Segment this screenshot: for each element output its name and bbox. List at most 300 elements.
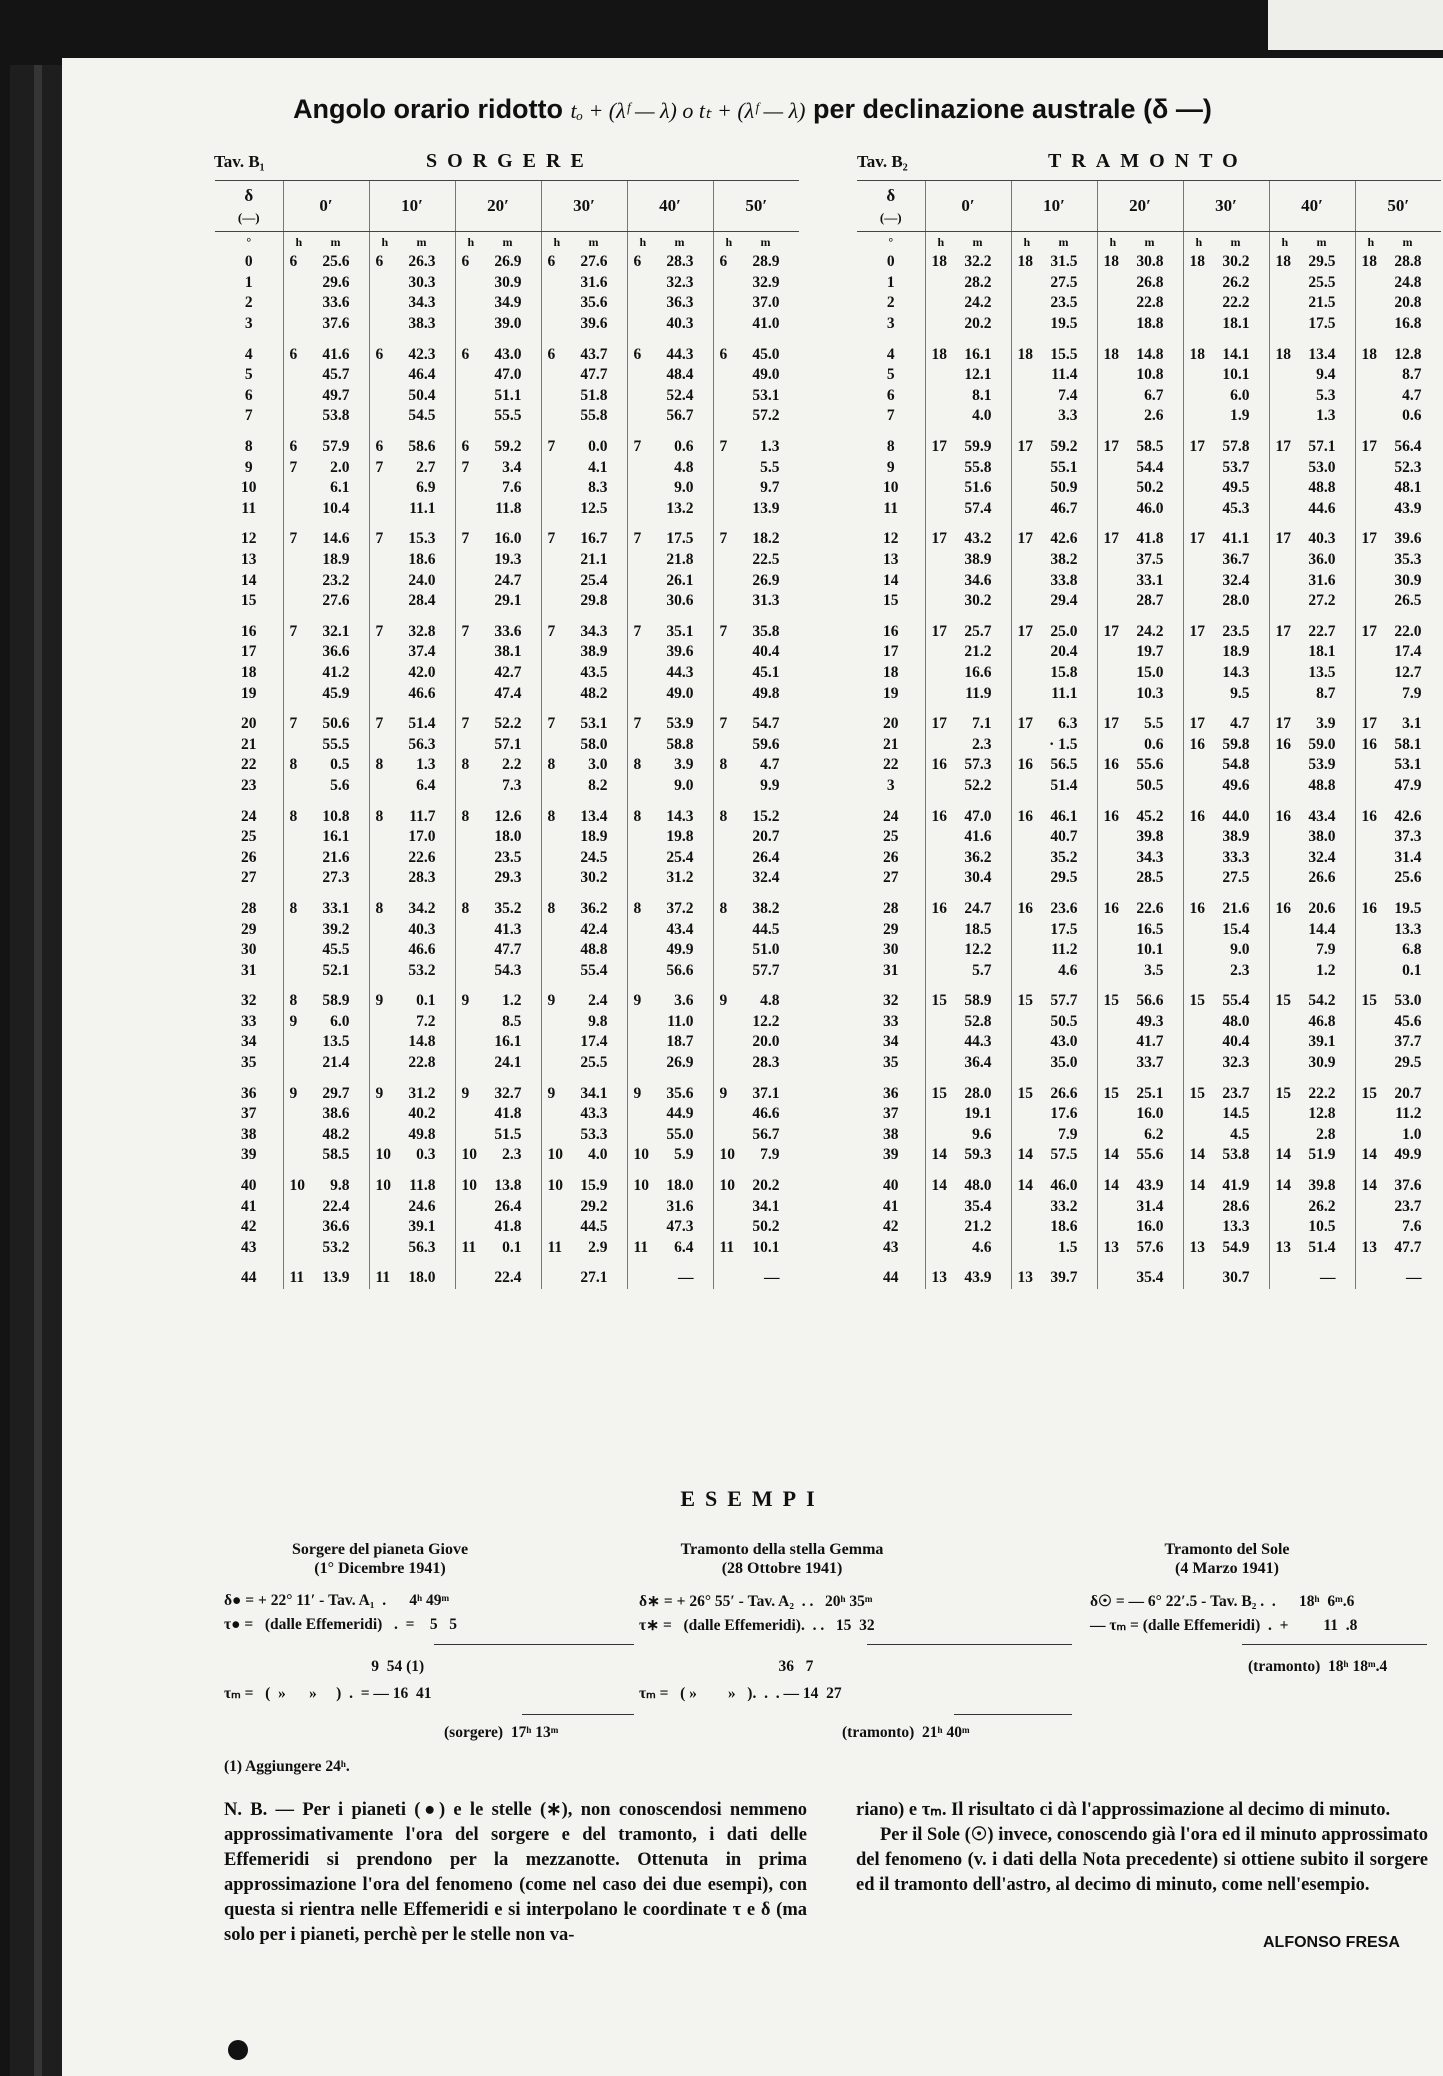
minutes-value: 53.2 (322, 1238, 350, 1256)
minutes-value: 53.8 (322, 407, 350, 425)
minutes-value: 38.9 (580, 643, 608, 661)
minutes-value: 8.7 (1316, 684, 1336, 702)
minutes-value: 37.3 (1394, 828, 1422, 846)
hours-value: 17 (1361, 622, 1377, 640)
minutes-value: 28.3 (408, 869, 436, 887)
minutes-value: 44.5 (752, 920, 780, 938)
minutes-value: 0.6 (674, 438, 694, 456)
minutes-value: 12.8 (1394, 345, 1422, 363)
value-cell (713, 1238, 799, 1259)
minutes-value: 12.7 (1394, 663, 1422, 681)
hours-value: 17 (1361, 715, 1377, 733)
minutes-value: 24.2 (964, 294, 992, 312)
value-cell (1183, 478, 1269, 499)
value-cell (1269, 550, 1355, 571)
unit-minutes: m (1402, 235, 1413, 249)
declination-cell: 18 (883, 663, 899, 681)
minutes-value: 47.7 (580, 366, 608, 384)
minutes-value: 53.9 (666, 715, 694, 733)
minutes-value: 0.6 (1144, 735, 1164, 753)
value-cell (455, 1166, 541, 1197)
hours-value: 18 (1017, 345, 1033, 363)
hours-value: 13 (1361, 1238, 1377, 1256)
value-cell (713, 642, 799, 663)
value-cell (455, 1125, 541, 1146)
minutes-value: 39.1 (408, 1218, 436, 1236)
value-cell (627, 570, 713, 591)
minutes-value: 40.3 (1308, 530, 1336, 548)
column-header: 30′ (1183, 181, 1269, 232)
value-cell (1355, 960, 1441, 981)
minutes-value: 41.8 (494, 1218, 522, 1236)
minutes-value: 38.3 (408, 315, 436, 333)
hours-value: 8 (547, 899, 556, 917)
unit-minutes: m (502, 235, 513, 249)
minutes-value: 32.4 (1222, 571, 1250, 589)
value-cell (1097, 314, 1183, 335)
value-cell (283, 334, 369, 365)
value-cell (1011, 1012, 1097, 1033)
value-cell (1097, 1258, 1183, 1289)
minutes-value: 5.5 (760, 458, 780, 476)
value-cell (627, 940, 713, 961)
minutes-value: 20.6 (1308, 899, 1336, 917)
value-cell (1097, 1125, 1183, 1146)
example3-result: (tramonto) 18ʰ 18ᵐ.4 (1248, 1658, 1388, 1675)
minutes-value: 51.0 (752, 941, 780, 959)
declination-cell: 42 (241, 1218, 257, 1236)
example2-result: (tramonto) 21ʰ 40ᵐ (842, 1724, 970, 1741)
table-row (215, 386, 799, 407)
minutes-value: 49.6 (1222, 776, 1250, 794)
hours-value: 18 (1017, 253, 1033, 271)
minutes-value: 52.1 (322, 961, 350, 979)
minutes-value: 22.0 (1394, 622, 1422, 640)
value-cell (369, 293, 455, 314)
minutes-value: 19.8 (666, 828, 694, 846)
value-cell (1269, 406, 1355, 427)
value-cell (541, 386, 627, 407)
minutes-value: 48.4 (666, 366, 694, 384)
minutes-value: 26.2 (1222, 273, 1250, 291)
value-cell (541, 683, 627, 704)
value-cell (1011, 683, 1097, 704)
value-cell (1183, 1145, 1269, 1166)
unit-hours: h (937, 235, 945, 249)
value-cell (925, 550, 1011, 571)
minutes-value: 37.6 (1394, 1177, 1422, 1195)
value-cell (1183, 919, 1269, 940)
value-cell (713, 1104, 799, 1125)
value-cell (627, 981, 713, 1012)
value-cell (1183, 755, 1269, 776)
minutes-value: 29.6 (322, 273, 350, 291)
value-cell (541, 1196, 627, 1217)
value-cell (369, 314, 455, 335)
minutes-value: 18.1 (1222, 315, 1250, 333)
declination-cell: 21 (883, 735, 899, 753)
hours-value: 6 (461, 253, 470, 271)
hours-value: 18 (931, 253, 947, 271)
value-cell (541, 1258, 627, 1289)
table-row (215, 273, 799, 294)
minutes-value: 51.4 (1308, 1238, 1336, 1256)
value-cell (1097, 612, 1183, 643)
hours-value: 10 (289, 1177, 305, 1195)
value-cell (1355, 293, 1441, 314)
document-page (62, 58, 1443, 2076)
hours-value: 11 (289, 1269, 305, 1287)
minutes-value: 54.8 (1222, 756, 1250, 774)
table-row (857, 1166, 1441, 1197)
value-cell (1097, 981, 1183, 1012)
column-header: 10′ (369, 181, 455, 232)
value-cell (283, 847, 369, 868)
hours-value: 7 (375, 622, 384, 640)
hours-value: 6 (547, 253, 556, 271)
value-cell (713, 1166, 799, 1197)
minutes-value: 20.8 (1394, 294, 1422, 312)
minutes-value: 35.1 (666, 622, 694, 640)
minutes-value: 20.7 (1394, 1084, 1422, 1102)
minutes-value: 33.6 (322, 294, 350, 312)
declination-cell: 37 (883, 1105, 899, 1123)
minutes-value: 18.9 (322, 551, 350, 569)
declination-cell: 30 (883, 941, 899, 959)
value-cell (455, 847, 541, 868)
value-cell (369, 776, 455, 797)
value-cell (1011, 734, 1097, 755)
hours-value: 13 (1017, 1269, 1033, 1287)
value-cell (369, 334, 455, 365)
minutes-value: 48.8 (1308, 776, 1336, 794)
minutes-value: 3.5 (1144, 961, 1164, 979)
minutes-value: 56.7 (752, 1125, 780, 1143)
value-cell (713, 734, 799, 755)
value-cell (455, 457, 541, 478)
value-cell (925, 1053, 1011, 1074)
value-cell (627, 960, 713, 981)
value-cell (1183, 386, 1269, 407)
value-cell (541, 406, 627, 427)
hours-value: 9 (289, 1084, 298, 1102)
minutes-value: 32.4 (752, 869, 780, 887)
value-cell (1183, 1125, 1269, 1146)
declination-cell: 41 (241, 1197, 257, 1215)
hours-value: 15 (1361, 992, 1377, 1010)
hours-value: 8 (289, 899, 298, 917)
minutes-value: 34.3 (580, 622, 608, 640)
value-cell (369, 755, 455, 776)
value-cell (1183, 663, 1269, 684)
unit-hours: h (1195, 235, 1203, 249)
minutes-value: 55.6 (1136, 1146, 1164, 1164)
value-cell (1269, 293, 1355, 314)
minutes-value: 50.5 (1050, 1012, 1078, 1030)
hours-value: 18 (1103, 253, 1119, 271)
value-cell (1011, 550, 1097, 571)
minutes-value: 12.8 (1308, 1105, 1336, 1123)
value-cell (283, 406, 369, 427)
value-cell (925, 868, 1011, 889)
minutes-value: 41.6 (322, 345, 350, 363)
declination-cell: 4 (886, 345, 895, 363)
minutes-value: 22.4 (322, 1197, 350, 1215)
value-cell (369, 427, 455, 458)
table-row (215, 960, 799, 981)
minutes-value: 49.9 (1394, 1146, 1422, 1164)
minutes-value: 15.2 (752, 807, 780, 825)
table-row (857, 1032, 1441, 1053)
minutes-value: 9.7 (760, 479, 780, 497)
minutes-value: 42.0 (408, 663, 436, 681)
minutes-value: 18.0 (494, 828, 522, 846)
minutes-value: 28.7 (1136, 592, 1164, 610)
minutes-value: 12.2 (964, 941, 992, 959)
minutes-value: 28.3 (666, 253, 694, 271)
declination-cell: 41 (883, 1197, 899, 1215)
declination-cell: 3 (244, 315, 253, 333)
value-cell (713, 919, 799, 940)
minutes-value: 11.2 (1051, 941, 1078, 959)
minutes-value: 40.3 (666, 315, 694, 333)
hours-value: 16 (1189, 807, 1205, 825)
example1-result: (sorgere) 17ʰ 13ᵐ (444, 1724, 559, 1741)
minutes-value: 32.8 (408, 622, 436, 640)
value-cell (1183, 960, 1269, 981)
table-row (857, 570, 1441, 591)
declination-cell: 22 (241, 756, 257, 774)
value-cell (627, 642, 713, 663)
value-cell (1355, 1145, 1441, 1166)
value-cell (1097, 570, 1183, 591)
value-cell (455, 1145, 541, 1166)
hours-value: 6 (461, 345, 470, 363)
minutes-value: 58.5 (322, 1146, 350, 1164)
value-cell (541, 293, 627, 314)
value-cell (925, 365, 1011, 386)
hours-value: 16 (931, 899, 947, 917)
value-cell (1011, 386, 1097, 407)
minutes-value: 28.4 (408, 592, 436, 610)
value-cell (713, 704, 799, 735)
value-cell (627, 1145, 713, 1166)
value-cell (455, 827, 541, 848)
value-cell (713, 1012, 799, 1033)
declination-cell: 31 (241, 961, 257, 979)
hours-value: 16 (1275, 807, 1291, 825)
declination-cell: 32 (241, 992, 257, 1010)
value-cell (283, 683, 369, 704)
declination-cell: 26 (241, 848, 257, 866)
unit-minutes: m (1144, 235, 1155, 249)
value-cell (1011, 365, 1097, 386)
minutes-value: 56.7 (666, 407, 694, 425)
example1-title: Sorgere del pianeta Giove (291, 1541, 469, 1558)
minutes-value: 36.2 (964, 848, 992, 866)
value-cell (1097, 663, 1183, 684)
minutes-value: 15.3 (408, 530, 436, 548)
declination-cell: 28 (241, 899, 257, 917)
value-cell (925, 960, 1011, 981)
minutes-value: 32.1 (322, 622, 350, 640)
minutes-value: 11.0 (667, 1012, 694, 1030)
value-cell (627, 406, 713, 427)
value-cell (713, 827, 799, 848)
table-row (215, 642, 799, 663)
value-cell (925, 293, 1011, 314)
minutes-value: 13.8 (494, 1177, 522, 1195)
value-cell (1097, 273, 1183, 294)
value-cell (1097, 734, 1183, 755)
declination-cell: 1 (244, 273, 253, 291)
minutes-value: 26.9 (666, 1054, 694, 1072)
declination-cell: 35 (241, 1054, 257, 1072)
minutes-value: 54.9 (1222, 1238, 1250, 1256)
value-cell (1011, 314, 1097, 335)
column-header: 0′ (925, 181, 1011, 232)
value-cell (925, 1012, 1011, 1033)
minutes-value: 59.8 (1222, 735, 1250, 753)
value-cell (713, 663, 799, 684)
minutes-value: 21.6 (1222, 899, 1250, 917)
minutes-value: 4.0 (588, 1146, 608, 1164)
value-cell (925, 1032, 1011, 1053)
value-cell (1355, 981, 1441, 1012)
value-cell (1097, 519, 1183, 550)
value-cell (1355, 1166, 1441, 1197)
declination-cell: 18 (241, 663, 257, 681)
value-cell (713, 457, 799, 478)
value-cell (627, 868, 713, 889)
declination-cell: 43 (883, 1238, 899, 1256)
value-cell (283, 427, 369, 458)
minutes-value: 6.0 (1230, 386, 1250, 404)
value-cell (627, 386, 713, 407)
delta-symbol: δ (886, 186, 896, 205)
minutes-value: 37.6 (322, 315, 350, 333)
minutes-value: 19.1 (964, 1105, 992, 1123)
hours-value: 8 (633, 756, 642, 774)
value-cell (455, 940, 541, 961)
value-cell (455, 776, 541, 797)
value-cell (541, 314, 627, 335)
table-row (857, 1125, 1441, 1146)
value-cell (541, 1125, 627, 1146)
hours-value: 10 (719, 1177, 735, 1195)
value-cell (1355, 612, 1441, 643)
page-mark (228, 2040, 248, 2060)
value-cell (1183, 940, 1269, 961)
declination-cell: 34 (883, 1033, 899, 1051)
minutes-value: 0.1 (502, 1238, 522, 1256)
value-cell (1097, 591, 1183, 612)
minutes-value: 41.6 (964, 828, 992, 846)
declination-cell: 33 (241, 1012, 257, 1030)
minutes-value: 2.3 (972, 735, 992, 753)
minutes-value: 31.5 (1050, 253, 1078, 271)
value-cell (627, 847, 713, 868)
value-cell (1355, 663, 1441, 684)
value-cell (455, 1217, 541, 1238)
table-row (215, 406, 799, 427)
minutes-value: 1.2 (1316, 961, 1336, 979)
value-cell (1097, 776, 1183, 797)
table-row (215, 519, 799, 550)
value-cell (627, 478, 713, 499)
value-cell (283, 981, 369, 1012)
minutes-value: 46.8 (1308, 1012, 1336, 1030)
minutes-value: 45.1 (752, 663, 780, 681)
value-cell (925, 386, 1011, 407)
minutes-value: 23.6 (1050, 899, 1078, 917)
hours-value: 6 (289, 253, 298, 271)
hours-value: 8 (719, 756, 728, 774)
minutes-value: 29.2 (580, 1197, 608, 1215)
value-cell (713, 1053, 799, 1074)
minutes-value: 41.3 (494, 920, 522, 938)
minutes-value: 3.4 (502, 458, 522, 476)
minutes-value: 6.8 (1402, 941, 1422, 959)
minutes-value: 27.1 (580, 1269, 608, 1287)
table-row (857, 499, 1441, 520)
value-cell (283, 1217, 369, 1238)
minutes-value: 39.7 (1050, 1269, 1078, 1287)
value-cell (1355, 704, 1441, 735)
minutes-value: 38.1 (494, 643, 522, 661)
hours-value: 17 (1275, 715, 1291, 733)
minutes-value: 26.2 (1308, 1197, 1336, 1215)
value-cell (369, 1217, 455, 1238)
hours-value: 14 (1017, 1177, 1033, 1195)
minutes-value: 37.5 (1136, 551, 1164, 569)
value-cell (1269, 1104, 1355, 1125)
value-cell (455, 1032, 541, 1053)
minutes-value: 6.4 (416, 776, 436, 794)
value-cell (541, 499, 627, 520)
minutes-value: 59.0 (1308, 735, 1336, 753)
minutes-value: 27.6 (580, 253, 608, 271)
minutes-value: 28.2 (964, 273, 992, 291)
value-cell (455, 406, 541, 427)
value-cell (1183, 1073, 1269, 1104)
table-row (215, 1073, 799, 1104)
value-cell (1269, 386, 1355, 407)
minutes-value: 36.6 (322, 643, 350, 661)
hours-value: 18 (1275, 253, 1291, 271)
hours-value: 8 (633, 899, 642, 917)
minutes-value: 57.4 (964, 499, 992, 517)
table-row (857, 612, 1441, 643)
example2-line4: τₘ = ( » » ). . . — 14 27 (639, 1685, 842, 1702)
minutes-value: 55.5 (322, 735, 350, 753)
minutes-value: 41.9 (1222, 1177, 1250, 1195)
value-cell (1183, 519, 1269, 550)
delta-header (215, 181, 283, 232)
minutes-value: 18.9 (1222, 643, 1250, 661)
minutes-value: 39.8 (1308, 1177, 1336, 1195)
value-cell (925, 796, 1011, 827)
minutes-value: 6.3 (1058, 715, 1078, 733)
minutes-value: 34.9 (494, 294, 522, 312)
value-cell (1011, 1073, 1097, 1104)
value-cell (627, 827, 713, 848)
column-header: 20′ (455, 181, 541, 232)
value-cell (455, 734, 541, 755)
table-row (857, 591, 1441, 612)
minutes-value: 19.7 (1136, 643, 1164, 661)
value-cell (369, 734, 455, 755)
